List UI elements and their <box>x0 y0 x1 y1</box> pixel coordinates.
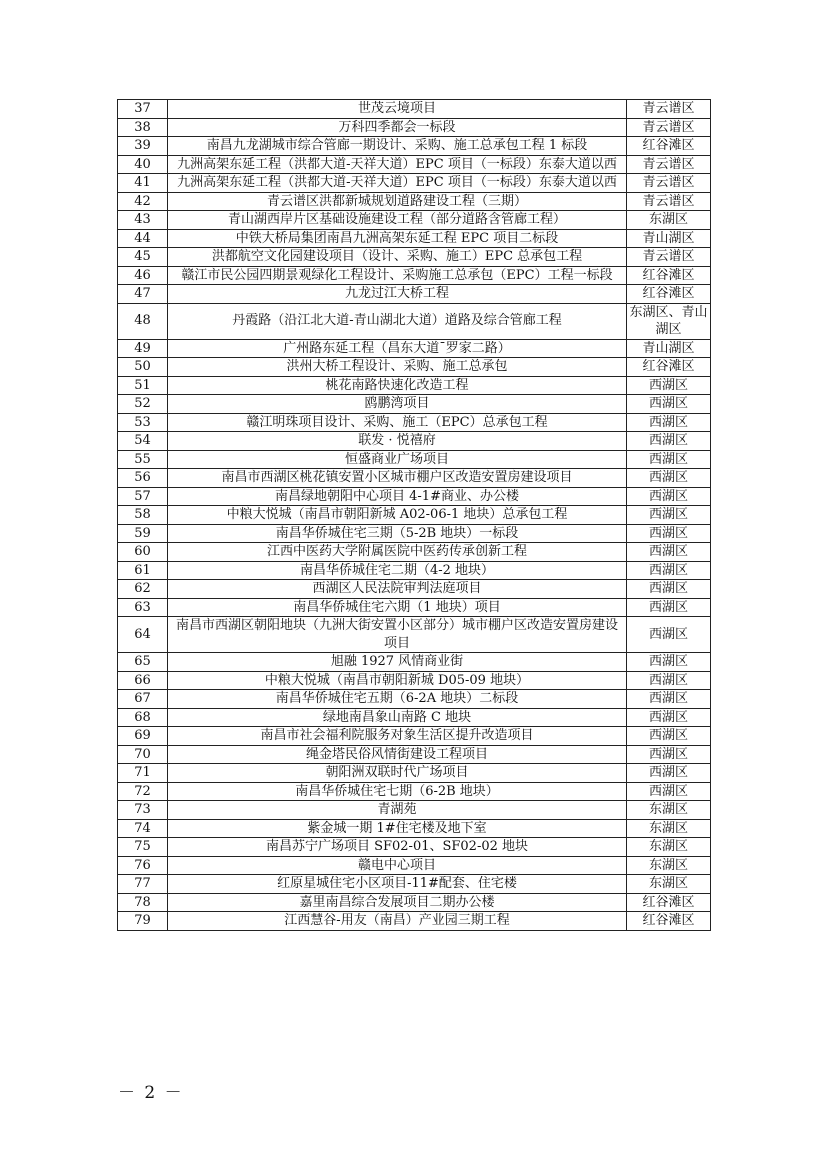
table-row <box>118 875 711 894</box>
district-cell: 红谷滩区 <box>627 285 711 304</box>
district-cell: 东湖区 <box>627 211 711 230</box>
table-row <box>118 524 711 543</box>
row-number-cell: 79 <box>118 912 168 931</box>
row-number-cell: 70 <box>118 745 168 764</box>
row-number-cell: 49 <box>118 339 168 358</box>
row-number-cell: 42 <box>118 192 168 211</box>
district-cell: 红谷滩区 <box>627 912 711 931</box>
district-cell: 西湖区 <box>627 561 711 580</box>
district-cell: 东湖区 <box>627 801 711 820</box>
row-number-cell: 51 <box>118 376 168 395</box>
table-row <box>118 413 711 432</box>
table-row <box>118 118 711 137</box>
project-name-cell: 江西中医药大学附属医院中医药传承创新工程 <box>168 543 627 562</box>
row-number-cell: 40 <box>118 155 168 174</box>
district-cell: 东湖区 <box>627 875 711 894</box>
district-cell: 西湖区 <box>627 727 711 746</box>
table-row <box>118 155 711 174</box>
district-cell: 西湖区 <box>627 450 711 469</box>
row-number-cell: 64 <box>118 617 168 653</box>
project-name-cell: 丹霞路（沿江北大道-青山湖北大道）道路及综合管廊工程 <box>168 303 627 339</box>
project-name-cell: 万科四季都会一标段 <box>168 118 627 137</box>
table-row <box>118 450 711 469</box>
project-name-cell: 恒盛商业广场项目 <box>168 450 627 469</box>
table-row <box>118 708 711 727</box>
table-row <box>118 303 711 339</box>
project-name-cell: 青湖苑 <box>168 801 627 820</box>
table-row <box>118 617 711 653</box>
district-cell: 西湖区 <box>627 782 711 801</box>
project-name-cell: 南昌华侨城住宅七期（6-2B 地块） <box>168 782 627 801</box>
row-number-cell: 44 <box>118 229 168 248</box>
district-cell: 西湖区 <box>627 580 711 599</box>
district-cell: 西湖区 <box>627 506 711 525</box>
table-row <box>118 432 711 451</box>
row-number-cell: 52 <box>118 395 168 414</box>
row-number-cell: 43 <box>118 211 168 230</box>
table-row <box>118 266 711 285</box>
row-number-cell: 53 <box>118 413 168 432</box>
table-row <box>118 561 711 580</box>
table-row <box>118 893 711 912</box>
district-cell: 西湖区 <box>627 395 711 414</box>
row-number-cell: 41 <box>118 174 168 193</box>
district-cell: 西湖区 <box>627 413 711 432</box>
row-number-cell: 77 <box>118 875 168 894</box>
table-row <box>118 137 711 156</box>
row-number-cell: 72 <box>118 782 168 801</box>
row-number-cell: 55 <box>118 450 168 469</box>
district-cell: 红谷滩区 <box>627 358 711 377</box>
project-name-cell: 南昌华侨城住宅五期（6-2A 地块）二标段 <box>168 690 627 709</box>
project-name-cell: 南昌华侨城住宅六期（1 地块）项目 <box>168 598 627 617</box>
project-name-cell: 朝阳洲双联时代广场项目 <box>168 764 627 783</box>
table-row <box>118 838 711 857</box>
table-row <box>118 912 711 931</box>
row-number-cell: 63 <box>118 598 168 617</box>
table-row <box>118 819 711 838</box>
table-row <box>118 690 711 709</box>
project-name-cell: 广州路东延工程（昌东大道¯罗家二路） <box>168 339 627 358</box>
district-cell: 西湖区 <box>627 745 711 764</box>
district-cell: 西湖区 <box>627 671 711 690</box>
district-cell: 西湖区 <box>627 598 711 617</box>
project-name-cell: 江西慧谷-用友（南昌）产业园三期工程 <box>168 912 627 931</box>
project-name-cell: 赣电中心项目 <box>168 856 627 875</box>
table-row <box>118 192 711 211</box>
table-row <box>118 782 711 801</box>
district-cell: 东湖区 <box>627 838 711 857</box>
project-table-body <box>118 100 711 931</box>
table-row <box>118 248 711 267</box>
row-number-cell: 46 <box>118 266 168 285</box>
table-row <box>118 376 711 395</box>
district-cell: 青云谱区 <box>627 155 711 174</box>
page-number: － 2 － <box>118 1083 184 1103</box>
project-name-cell: 洪州大桥工程设计、采购、施工总承包 <box>168 358 627 377</box>
row-number-cell: 57 <box>118 487 168 506</box>
table-row <box>118 671 711 690</box>
project-name-cell: 南昌华侨城住宅二期（4-2 地块） <box>168 561 627 580</box>
table-row <box>118 339 711 358</box>
row-number-cell: 38 <box>118 118 168 137</box>
table-row <box>118 598 711 617</box>
district-cell: 西湖区 <box>627 653 711 672</box>
district-cell: 西湖区 <box>627 764 711 783</box>
district-cell: 青云谱区 <box>627 192 711 211</box>
row-number-cell: 73 <box>118 801 168 820</box>
project-name-cell: 南昌九龙湖城市综合管廊一期设计、采购、施工总承包工程 1 标段 <box>168 137 627 156</box>
row-number-cell: 60 <box>118 543 168 562</box>
table-row <box>118 856 711 875</box>
project-name-cell: 南昌市西湖区朝阳地块（九洲大街安置小区部分）城市棚户区改造安置房建设项目 <box>168 617 627 653</box>
district-cell: 西湖区 <box>627 708 711 727</box>
project-name-cell: 联发 · 悦禧府 <box>168 432 627 451</box>
row-number-cell: 78 <box>118 893 168 912</box>
project-name-cell: 南昌市社会福利院服务对象生活区提升改造项目 <box>168 727 627 746</box>
project-name-cell: 九洲高架东延工程（洪都大道-天祥大道）EPC 项目（一标段）东泰大道以西 <box>168 155 627 174</box>
district-cell: 红谷滩区 <box>627 266 711 285</box>
project-name-cell: 赣江市民公园四期景观绿化工程设计、采购施工总承包（EPC）工程一标段 <box>168 266 627 285</box>
row-number-cell: 48 <box>118 303 168 339</box>
project-name-cell: 旭融 1927 风情商业街 <box>168 653 627 672</box>
project-name-cell: 鸥鹏湾项目 <box>168 395 627 414</box>
table-row <box>118 395 711 414</box>
district-cell: 西湖区 <box>627 524 711 543</box>
table-row <box>118 727 711 746</box>
district-cell: 西湖区 <box>627 617 711 653</box>
project-name-cell: 红原星城住宅小区项目-11#配套、住宅楼 <box>168 875 627 894</box>
district-cell: 青云谱区 <box>627 174 711 193</box>
row-number-cell: 58 <box>118 506 168 525</box>
row-number-cell: 67 <box>118 690 168 709</box>
row-number-cell: 59 <box>118 524 168 543</box>
district-cell: 青云谱区 <box>627 118 711 137</box>
project-table <box>117 99 711 931</box>
project-name-cell: 绳金塔民俗风情街建设工程项目 <box>168 745 627 764</box>
row-number-cell: 54 <box>118 432 168 451</box>
row-number-cell: 62 <box>118 580 168 599</box>
district-cell: 青山湖区 <box>627 229 711 248</box>
project-name-cell: 洪都航空文化园建设项目（设计、采购、施工）EPC 总承包工程 <box>168 248 627 267</box>
district-cell: 西湖区 <box>627 487 711 506</box>
project-name-cell: 南昌绿地朝阳中心项目 4-1#商业、办公楼 <box>168 487 627 506</box>
project-name-cell: 中铁大桥局集团南昌九洲高架东延工程 EPC 项目二标段 <box>168 229 627 248</box>
project-name-cell: 南昌苏宁广场项目 SF02-01、SF02-02 地块 <box>168 838 627 857</box>
row-number-cell: 65 <box>118 653 168 672</box>
row-number-cell: 45 <box>118 248 168 267</box>
project-name-cell: 世茂云境项目 <box>168 100 627 119</box>
table-row <box>118 174 711 193</box>
project-name-cell: 紫金城一期 1#住宅楼及地下室 <box>168 819 627 838</box>
project-name-cell: 绿地南昌象山南路 C 地块 <box>168 708 627 727</box>
project-name-cell: 西湖区人民法院审判法庭项目 <box>168 580 627 599</box>
district-cell: 青云谱区 <box>627 248 711 267</box>
table-row <box>118 543 711 562</box>
table-row <box>118 745 711 764</box>
table-row <box>118 229 711 248</box>
project-name-cell: 九洲高架东延工程（洪都大道-天祥大道）EPC 项目（一标段）东泰大道以西 <box>168 174 627 193</box>
row-number-cell: 66 <box>118 671 168 690</box>
project-name-cell: 九龙过江大桥工程 <box>168 285 627 304</box>
district-cell: 东湖区 <box>627 819 711 838</box>
project-name-cell: 青云谱区洪都新城规划道路建设工程（三期） <box>168 192 627 211</box>
project-name-cell: 南昌市西湖区桃花镇安置小区城市棚户区改造安置房建设项目 <box>168 469 627 488</box>
table-row <box>118 506 711 525</box>
project-name-cell: 中粮大悦城（南昌市朝阳新城 D05-09 地块） <box>168 671 627 690</box>
district-cell: 红谷滩区 <box>627 893 711 912</box>
row-number-cell: 71 <box>118 764 168 783</box>
project-name-cell: 中粮大悦城（南昌市朝阳新城 A02-06-1 地块）总承包工程 <box>168 506 627 525</box>
row-number-cell: 56 <box>118 469 168 488</box>
table-row <box>118 100 711 119</box>
table-row <box>118 487 711 506</box>
district-cell: 青山湖区 <box>627 339 711 358</box>
district-cell: 西湖区 <box>627 690 711 709</box>
table-row <box>118 358 711 377</box>
row-number-cell: 68 <box>118 708 168 727</box>
row-number-cell: 47 <box>118 285 168 304</box>
project-name-cell: 南昌华侨城住宅三期（5-2B 地块）一标段 <box>168 524 627 543</box>
table-row <box>118 211 711 230</box>
district-cell: 西湖区 <box>627 376 711 395</box>
table-row <box>118 653 711 672</box>
district-cell: 西湖区 <box>627 469 711 488</box>
district-cell: 红谷滩区 <box>627 137 711 156</box>
row-number-cell: 74 <box>118 819 168 838</box>
table-row <box>118 764 711 783</box>
district-cell: 东湖区 <box>627 856 711 875</box>
row-number-cell: 39 <box>118 137 168 156</box>
table-row <box>118 285 711 304</box>
row-number-cell: 69 <box>118 727 168 746</box>
district-cell: 青云谱区 <box>627 100 711 119</box>
district-cell: 西湖区 <box>627 543 711 562</box>
row-number-cell: 61 <box>118 561 168 580</box>
table-row <box>118 801 711 820</box>
table-row <box>118 469 711 488</box>
district-cell: 东湖区、青山湖区 <box>627 303 711 339</box>
project-name-cell: 桃花南路快速化改造工程 <box>168 376 627 395</box>
row-number-cell: 37 <box>118 100 168 119</box>
table-row <box>118 580 711 599</box>
row-number-cell: 50 <box>118 358 168 377</box>
district-cell: 西湖区 <box>627 432 711 451</box>
project-name-cell: 嘉里南昌综合发展项目二期办公楼 <box>168 893 627 912</box>
row-number-cell: 75 <box>118 838 168 857</box>
row-number-cell: 76 <box>118 856 168 875</box>
project-name-cell: 赣江明珠项目设计、采购、施工（EPC）总承包工程 <box>168 413 627 432</box>
project-name-cell: 青山湖西岸片区基础设施建设工程（部分道路含管廊工程） <box>168 211 627 230</box>
